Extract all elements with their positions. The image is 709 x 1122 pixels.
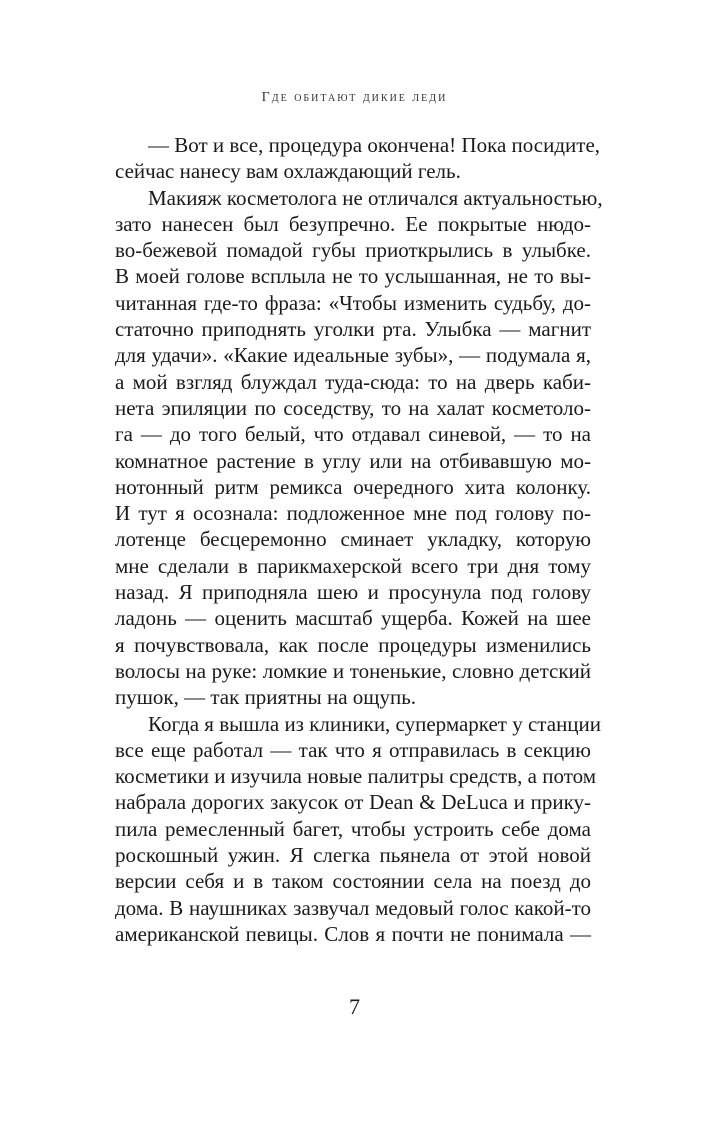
text-line: Когда я вышла из клиники, супермаркет у станции [148,711,602,736]
text-line: ладонь — оценить масштаб ущерба. Кожей на шее [115,606,591,631]
text-line: нотонный ритм ремикса очередного хита колонку. [115,474,591,499]
text-line: назад. Я приподняла шею и просунула под голову [115,580,591,605]
text-line: читанная где-то фраза: «Чтобы изменить судьбу, до- [115,290,591,315]
text-line: зато нанесен был безупречно. Ее покрытые нюдо- [115,211,591,236]
text-line: а мой взгляд блуждал туда-сюда: то на дверь каби- [115,369,591,394]
text-line: американской певицы. Слов я почти не понимала — [115,921,591,946]
text-line: роскошный ужин. Я слегка пьянела от этой новой [115,843,591,868]
text-line: пила ремесленный багет, чтобы устроить себе дома [115,816,591,841]
text-line: мне сделали в парикмахерской всего три дня тому [115,553,591,578]
text-line: — Вот и все, процедура окончена! Пока посидите, [148,133,601,157]
text-line: косметики и изучила новые палитры средств, а потом [115,764,597,789]
text-line: В моей голове всплыла не то услышанная, не то вы- [115,264,591,289]
text-line: нета эпиляции по соседству, то на халат косметоло- [115,395,591,420]
text-line: во-бежевой помадой губы приоткрылись в улыбке. [115,238,591,263]
page-number: 7 [349,994,360,1019]
text-line: дома. В наушниках зазвучал медовый голос какой-то [115,895,591,920]
text-line: сейчас нанесу вам охлаждающий гель. [115,159,461,184]
running-header: Где обитают дикие леди [261,90,448,105]
text-line: для удачи». «Какие идеальные зубы», — подумала я, [115,343,591,368]
text-line: версии себя и в таком состоянии села на поезд до [115,869,591,894]
text-line: Макияж косметолога не отличался актуальностью, [148,185,603,210]
text-line: волосы на руке: ломкие и тоненькие, словно детский [115,658,591,683]
paragraph [115,185,603,711]
page-body [115,132,603,947]
text-line: я почувствовала, как после процедуры изменились [115,632,591,657]
text-line: лотенце бесцеремонно сминает укладку, которую [115,527,591,552]
text-line: И тут я осознала: подложенное мне под голову по- [115,501,591,526]
paragraph [115,132,601,185]
paragraph [115,711,602,948]
text-line: комнатное растение в углу или на отбивавшую мо- [115,448,591,473]
text-line: пушок, — так приятны на ощупь. [115,685,417,710]
text-line: набрала дорогих закусок от Dean & DeLuca и прику- [115,790,591,815]
text-line: статочно приподнять уголки рта. Улыбка — магнит [115,317,591,342]
text-line: га — до того белый, что отдавал синевой, — то на [115,422,591,447]
text-line: все еще работал — так что я отправилась в секцию [115,737,591,762]
